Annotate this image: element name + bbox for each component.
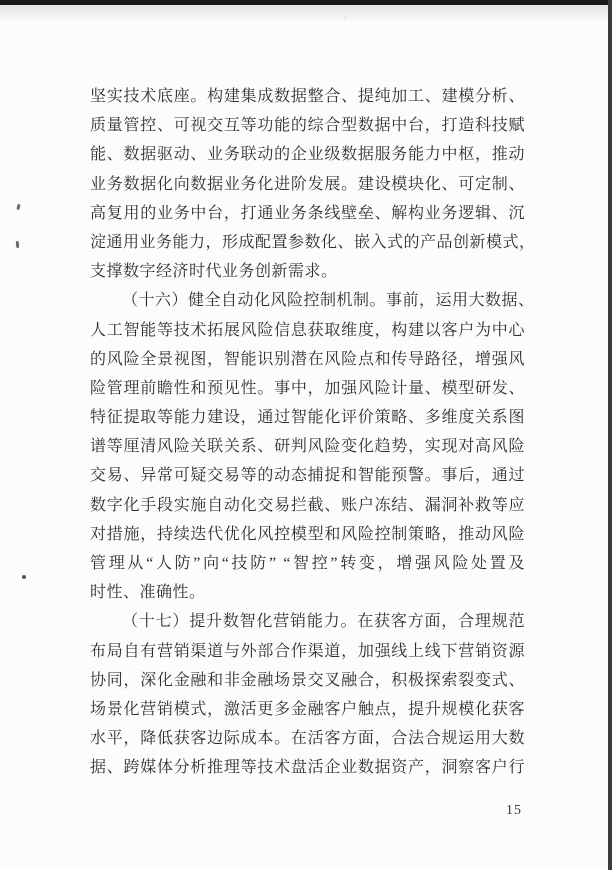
document-text-block — [90, 82, 536, 783]
text-line: 数字化手段实施自动化交易拦截、账户冻结、漏洞补救等应 — [90, 496, 525, 514]
text-line: 谱等厘清风险关联关系、研判风险变化趋势，实现对高风险 — [90, 438, 525, 456]
text-line: 能、数据驱动、业务联动的企业级数据服务能力中枢，推动 — [90, 146, 525, 164]
text-line: 业务数据化向数据业务化进阶发展。建设模块化、可定制、 — [90, 175, 525, 193]
scan-ink-mark — [16, 204, 20, 210]
text-line: 协同，深化金融和非金融场景交叉融合，积极探索裂变式、 — [90, 671, 525, 689]
text-line: 据、跨媒体分析推理等技术盘活企业数据资产，洞察客户行 — [90, 759, 525, 777]
text-line: 水平，降低获客边际成本。在活客方面，合法合规运用大数 — [90, 730, 525, 748]
text-line: 场景化营销模式，激活更多金融客户触点，提升规模化获客 — [90, 700, 525, 718]
text-line: 高复用的业务中台，打通业务条线壁垒、解构业务逻辑、沉 — [90, 204, 525, 222]
text-line: （十七）提升数智化营销能力。在获客方面，合理规范 — [122, 613, 525, 631]
text-line: （十六）健全自动化风险控制机制。事前，运用大数据、 — [122, 292, 535, 310]
text-line: 淀通用业务能力，形成配置参数化、嵌入式的产品创新模式， — [90, 233, 536, 251]
text-line: 险管理前瞻性和预见性。事中，加强风险计量、模型研发、 — [90, 379, 525, 397]
text-line: 质量管控、可视交互等功能的综合型数据中台，打造科技赋 — [90, 117, 525, 135]
scan-ink-dot — [22, 575, 26, 579]
scan-edge-top-shadow — [0, 5, 612, 23]
text-line: 布局自有营销渠道与外部合作渠道，加强线上线下营销资源 — [90, 642, 525, 660]
text-line: 支撑数字经济时代业务创新需求。 — [90, 263, 338, 281]
scan-ink-mark — [16, 241, 20, 248]
text-line: 的风险全景视图，智能识别潜在风险点和传导路径，增强风 — [90, 350, 525, 368]
page-number: 15 — [506, 803, 522, 818]
text-line: 坚实技术底座。构建集成数据整合、提纯加工、建模分析、 — [90, 88, 525, 105]
scan-dust-speck — [344, 16, 347, 19]
text-line: 时性、准确性。 — [90, 584, 206, 602]
text-line: 对措施，持续迭代优化风控模型和风险控制策略，推动风险 — [90, 525, 525, 543]
text-line: 人工智能等技术拓展风险信息获取维度，构建以客户为中心 — [90, 321, 525, 339]
text-line: 管理从“人防”向“技防” “智控”转变，增强风险处置及 — [90, 555, 525, 572]
text-line: 特征提取等能力建设，通过智能化评价策略、多维度关系图 — [90, 409, 525, 427]
text-line: 交易、异常可疑交易等的动态捕捉和智能预警。事后，通过 — [90, 467, 525, 485]
scan-edge-right — [608, 0, 612, 870]
